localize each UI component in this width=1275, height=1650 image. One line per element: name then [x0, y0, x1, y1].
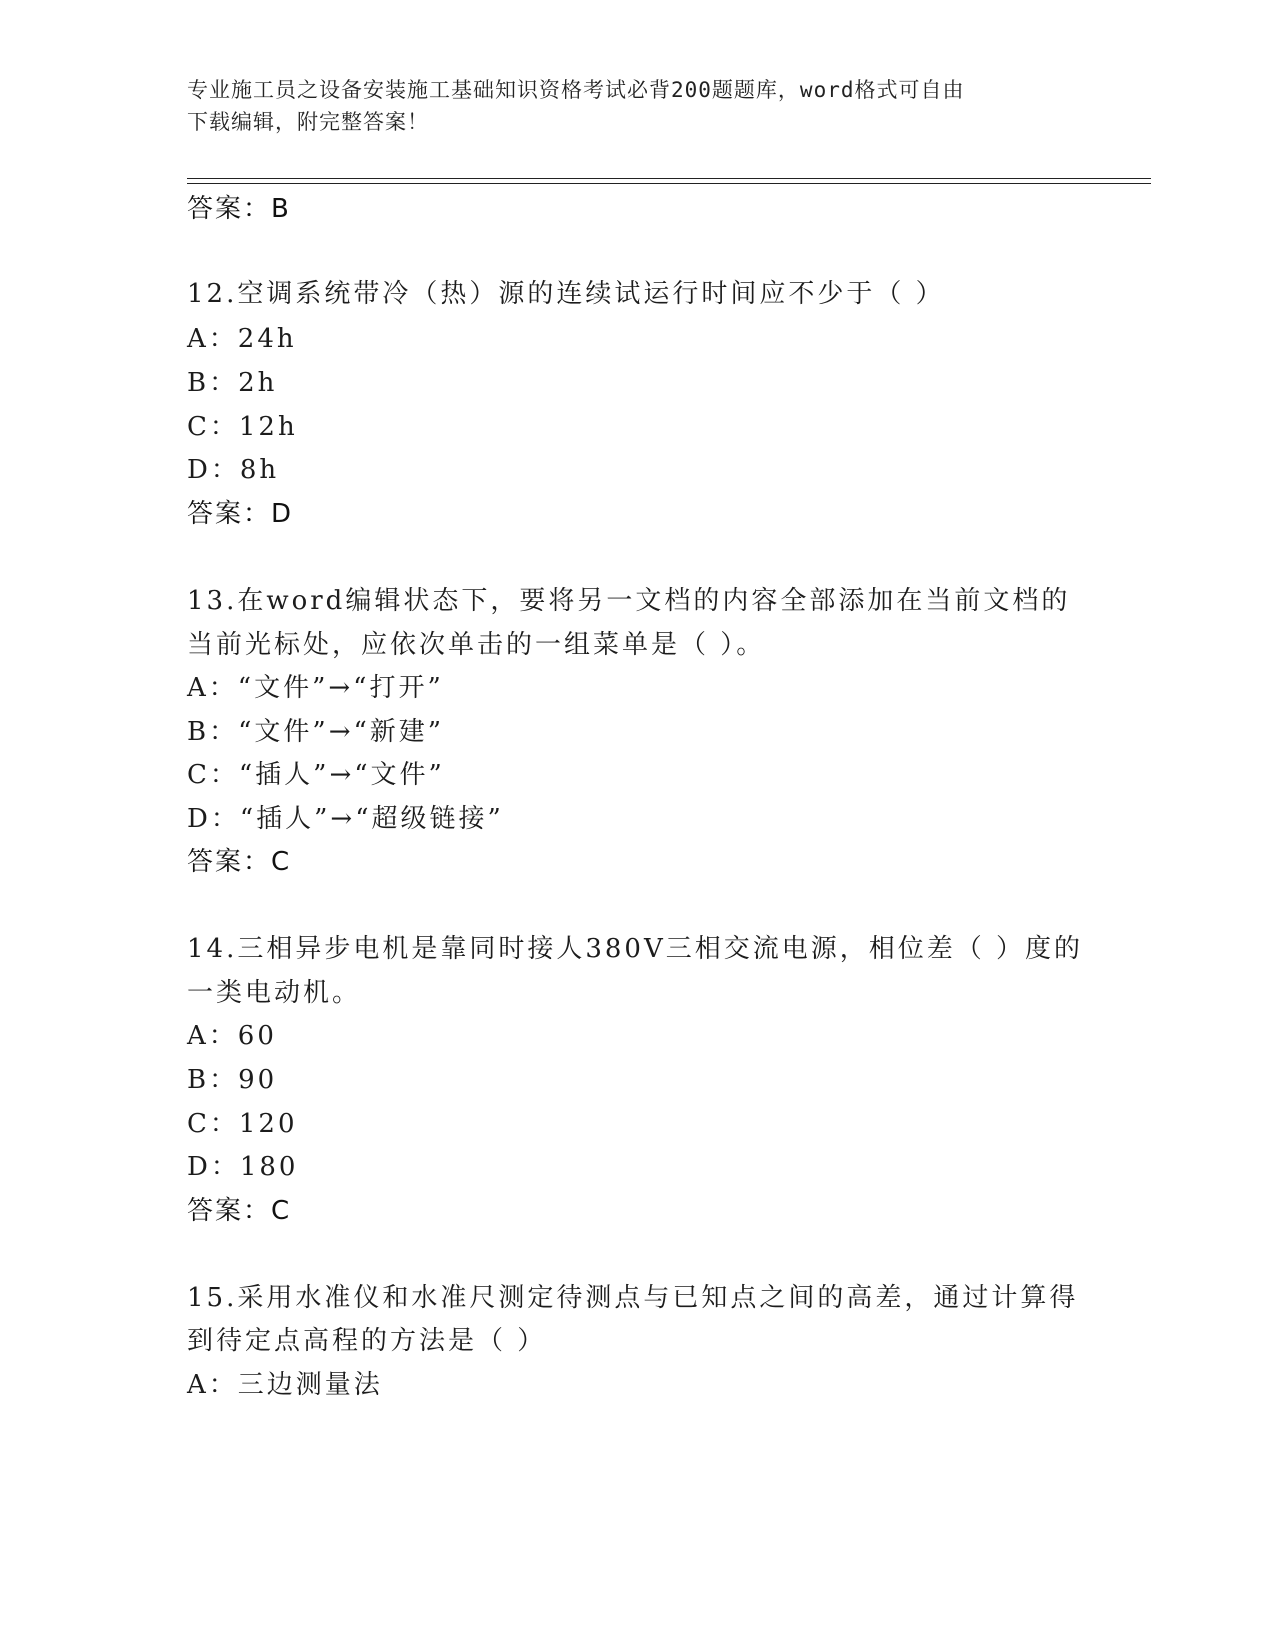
question-13-option-a: A：“文件”→“打开”: [187, 673, 444, 703]
question-14-answer: 答案：C: [187, 1196, 292, 1226]
question-14-stem-line-2: 一类电动机。: [187, 978, 362, 1008]
question-12-answer: 答案：D: [187, 499, 294, 529]
question-12-stem: 12.空调系统带冷（热）源的连续试运行时间应不少于（ ）: [187, 279, 945, 309]
question-13-option-d: D：“插人”→“超级链接”: [187, 804, 504, 834]
question-13-stem-line-2: 当前光标处，应依次单击的一组菜单是（ ）。: [187, 630, 766, 660]
question-14-option-c: C：120: [187, 1109, 298, 1139]
question-13-answer: 答案：C: [187, 847, 292, 877]
header-line-2: 下载编辑，附完整答案！: [187, 110, 429, 134]
question-14-option-b: B：90: [187, 1065, 278, 1095]
question-14-option-a: A：60: [187, 1021, 277, 1051]
header-rule-bottom: [187, 183, 1151, 184]
question-13-stem-line-1: 13.在word编辑状态下，要将另一文档的内容全部添加在当前文档的: [187, 586, 1071, 616]
question-12-option-a: A：24h: [187, 324, 297, 354]
question-15-stem-line-1: 15.采用水准仪和水准尺测定待测点与已知点之间的高差，通过计算得: [187, 1283, 1079, 1313]
question-12-option-d: D：8h: [187, 455, 280, 485]
question-12-option-b: B：2h: [187, 368, 278, 398]
question-12-option-c: C：12h: [187, 412, 298, 442]
question-14-option-d: D：180: [187, 1152, 299, 1182]
question-13-option-b: B：“文件”→“新建”: [187, 717, 445, 747]
header-rule-top: [187, 178, 1151, 179]
question-15-stem-line-2: 到待定点高程的方法是（ ）: [187, 1326, 547, 1356]
header-line-1: 专业施工员之设备安装施工基础知识资格考试必背200题题库，word格式可自由: [187, 78, 965, 102]
question-13-option-c: C：“插人”→“文件”: [187, 760, 445, 790]
question-15-option-a: A：三边测量法: [187, 1370, 383, 1400]
document-header: [187, 74, 1087, 138]
question-14-stem-line-1: 14.三相异步电机是靠同时接人380V三相交流电源，相位差（ ）度的: [187, 934, 1084, 964]
answer-label: 答案：B: [187, 194, 291, 224]
